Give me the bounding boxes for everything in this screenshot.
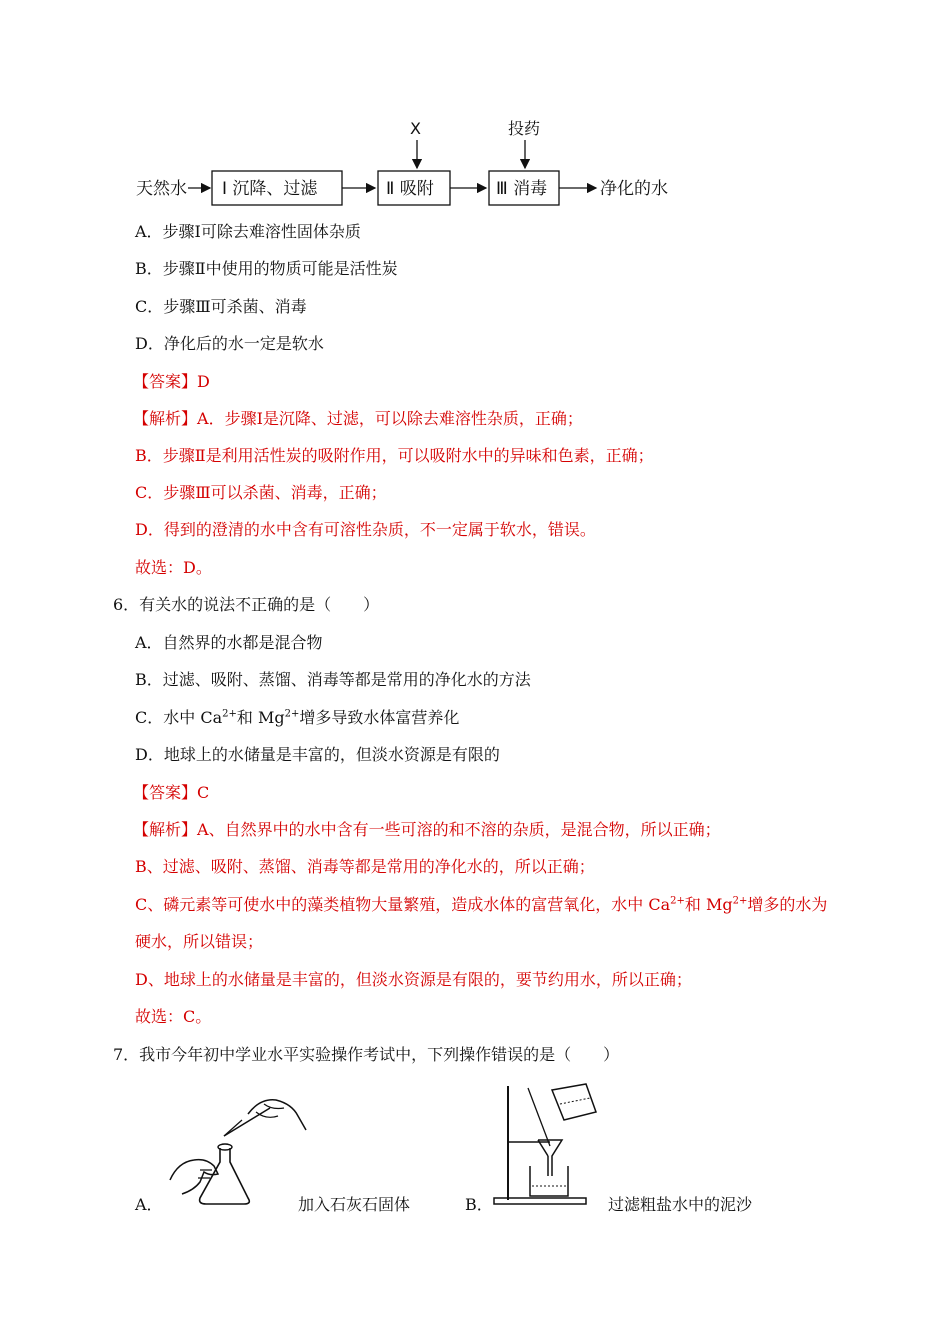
q5-answer (133, 372, 210, 392)
pouring-beaker-liquid (560, 1098, 590, 1104)
q6-answer-tag: 【答案】 (133, 783, 198, 802)
tweezers (224, 1108, 270, 1136)
q5-analysis-c: C．步骤Ⅲ可以杀菌、消毒，正确； (135, 483, 387, 502)
hand-right (248, 1100, 306, 1130)
purification-flow-diagram (130, 112, 690, 212)
q5-analysis-b: B．步骤Ⅱ是利用活性炭的吸附作用，可以吸附水中的异味和色素，正确； (135, 446, 654, 465)
q6-analysis-c (135, 895, 827, 915)
q6-analysis-c-post: 增多的水为 (747, 895, 828, 914)
receiving-beaker (530, 1166, 568, 1196)
q6-stem: 6．有关水的说法不正确的是（ ） (113, 595, 380, 614)
flask-outline (200, 1148, 250, 1204)
q5-option-a: A．步骤Ⅰ可除去难溶性固体杂质 (135, 222, 361, 241)
q5-analysis-d: D．得到的澄清的水中含有可溶性杂质，不一定属于软水，错误。 (135, 520, 596, 539)
tweezers-tip (224, 1120, 242, 1136)
q6-option-c (135, 708, 459, 728)
flask-mouth (218, 1144, 232, 1150)
q6-answer (133, 783, 209, 803)
q6-option-c-post: 增多导致水体富营养化 (299, 708, 460, 727)
flow-output-label: 净化的水 (600, 179, 668, 199)
flow-step3-label: Ⅲ 消毒 (496, 179, 548, 199)
flow-step1-label: Ⅰ 沉降、过滤 (222, 179, 318, 199)
q6-analysis-c-mid: 和 Mg (684, 895, 733, 914)
q5-answer-value: D (197, 372, 210, 391)
q6-option-d: D．地球上的水储量是丰富的，但淡水资源是有限的 (135, 745, 500, 764)
q7-option-a-caption: 加入石灰石固体 (298, 1195, 411, 1214)
q6-analysis-a-text: A、自然界中的水中含有一些可溶的和不溶的杂质，是混合物，所以正确； (197, 820, 721, 839)
q6-analysis-b: B、过滤、吸附、蒸馏、消毒等都是常用的净化水的，所以正确； (135, 857, 595, 876)
hand-right-fingers (256, 1104, 284, 1117)
pouring-beaker (552, 1084, 596, 1120)
hand-left (170, 1160, 218, 1194)
illustration-adding-solid (160, 1090, 310, 1215)
q7-stem: 7．我市今年初中学业水平实验操作考试中，下列操作错误的是（ ） (113, 1045, 620, 1064)
glass-rod (528, 1088, 550, 1146)
q5-option-b: B．步骤Ⅱ中使用的物质可能是活性炭 (135, 259, 398, 278)
q5-conclusion: 故选：D。 (135, 558, 212, 577)
q5-option-c: C．步骤Ⅲ可杀菌、消毒 (135, 297, 307, 316)
q6-analysis-a (133, 820, 721, 840)
q6-analysis-tag: 【解析】 (133, 820, 198, 839)
q6-conclusion: 故选：C。 (135, 1007, 212, 1026)
q6-analysis-c-cont: 硬水，所以错误； (135, 932, 264, 951)
q5-answer-tag: 【答案】 (133, 372, 198, 391)
q6-analysis-c-sup2: 2+ (732, 895, 748, 907)
q6-option-c-sup2: 2+ (284, 708, 300, 720)
q5-analysis-a-text: A．步骤Ⅰ是沉降、过滤，可以除去难溶性杂质，正确； (197, 409, 583, 428)
q7-option-a-letter: A． (135, 1195, 163, 1214)
q6-analysis-c-pre: C、磷元素等可使水中的藻类植物大量繁殖，造成水体的富营氧化，水中 Ca (135, 895, 671, 914)
flow-dose-label: 投药 (508, 119, 541, 138)
q6-answer-value: C (197, 783, 210, 802)
illustration-filtration (490, 1082, 610, 1207)
q7-option-b-caption: 过滤粗盐水中的泥沙 (608, 1195, 753, 1214)
q6-analysis-c-sup1: 2+ (670, 895, 685, 907)
q5-analysis-tag: 【解析】 (133, 409, 198, 428)
q6-option-c-mid: 和 Mg (236, 708, 285, 727)
q7-option-b-letter: B． (465, 1195, 493, 1214)
flow-x-label: X (410, 119, 421, 138)
q5-option-d: D．净化后的水一定是软水 (135, 334, 324, 353)
q6-option-a: A．自然界的水都是混合物 (135, 633, 323, 652)
q6-option-b: B．过滤、吸附、蒸馏、消毒等都是常用的净化水的方法 (135, 670, 531, 689)
flow-step2-label: Ⅱ 吸附 (386, 179, 434, 199)
q6-option-c-sup1: 2+ (222, 708, 237, 720)
q5-analysis-a (133, 409, 583, 429)
q6-option-c-pre: C．水中 Ca (135, 708, 223, 727)
flow-input-label: 天然水 (136, 179, 187, 199)
q6-analysis-d: D、地球上的水储量是丰富的，但淡水资源是有限的，要节约用水，所以正确； (135, 970, 692, 989)
